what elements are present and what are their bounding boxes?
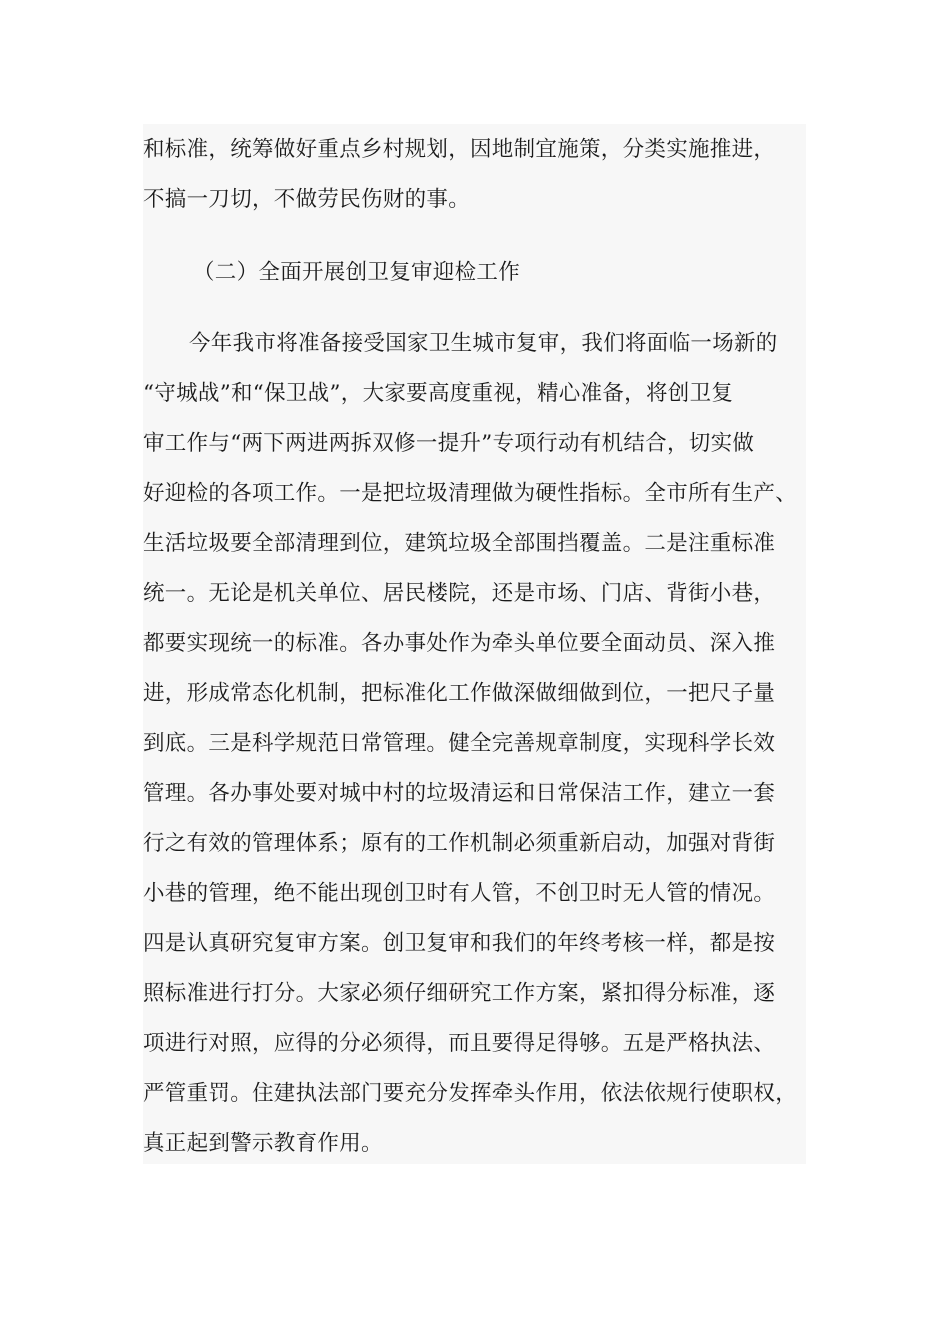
text-line-2: 不搞一刀切，不做劳民伤财的事。 — [143, 187, 471, 212]
text-line-15: 小巷的管理，绝不能出现创卫时有人管，不创卫时无人管的情况。 — [143, 881, 776, 906]
text-line-19: 严管重罚。住建执法部门要充分发挥牵头作用，依法依规行使职权， — [143, 1081, 798, 1106]
text-line-17: 照标准进行打分。大家必须仔细研究工作方案，紧扣得分标准，逐 — [143, 981, 776, 1006]
text-line-10: 都要实现统一的标准。各办事处作为牵头单位要全面动员、深入推 — [143, 631, 776, 656]
text-line-7: 好迎检的各项工作。一是把垃圾清理做为硬性指标。全市所有生产、 — [143, 481, 798, 506]
text-line-8: 生活垃圾要全部清理到位，建筑垃圾全部围挡覆盖。二是注重标准 — [143, 531, 776, 556]
text-line-14: 行之有效的管理体系；原有的工作机制必须重新启动，加强对背街 — [143, 831, 776, 856]
text-line-20: 真正起到警示教育作用。 — [143, 1131, 383, 1156]
text-line-18: 项进行对照，应得的分必须得，而且要得足得够。五是严格执法、 — [143, 1031, 776, 1056]
text-line-13: 管理。各办事处要对城中村的垃圾清运和日常保洁工作，建立一套 — [143, 781, 776, 806]
section-heading: （二）全面开展创卫复审迎检工作 — [193, 260, 521, 285]
document-text-block — [143, 124, 806, 1164]
text-line-11: 进，形成常态化机制，把标准化工作做深做细做到位，一把尺子量 — [143, 681, 776, 706]
text-line-16: 四是认真研究复审方案。创卫复审和我们的年终考核一样，都是按 — [143, 931, 776, 956]
text-line-12: 到底。三是科学规范日常管理。健全完善规章制度，实现科学长效 — [143, 731, 776, 756]
text-line-1: 和标准，统筹做好重点乡村规划，因地制宜施策，分类实施推进， — [143, 137, 776, 162]
text-line-9: 统一。无论是机关单位、居民楼院，还是市场、门店、背街小巷， — [143, 581, 776, 606]
text-line-6: 审工作与“两下两进两拆双修一提升”专项行动有机结合，切实做 — [143, 431, 755, 456]
text-line-5: “守城战”和“保卫战”，大家要高度重视，精心准备，将创卫复 — [143, 381, 734, 406]
text-line-4: 今年我市将准备接受国家卫生城市复审，我们将面临一场新的 — [189, 331, 778, 356]
